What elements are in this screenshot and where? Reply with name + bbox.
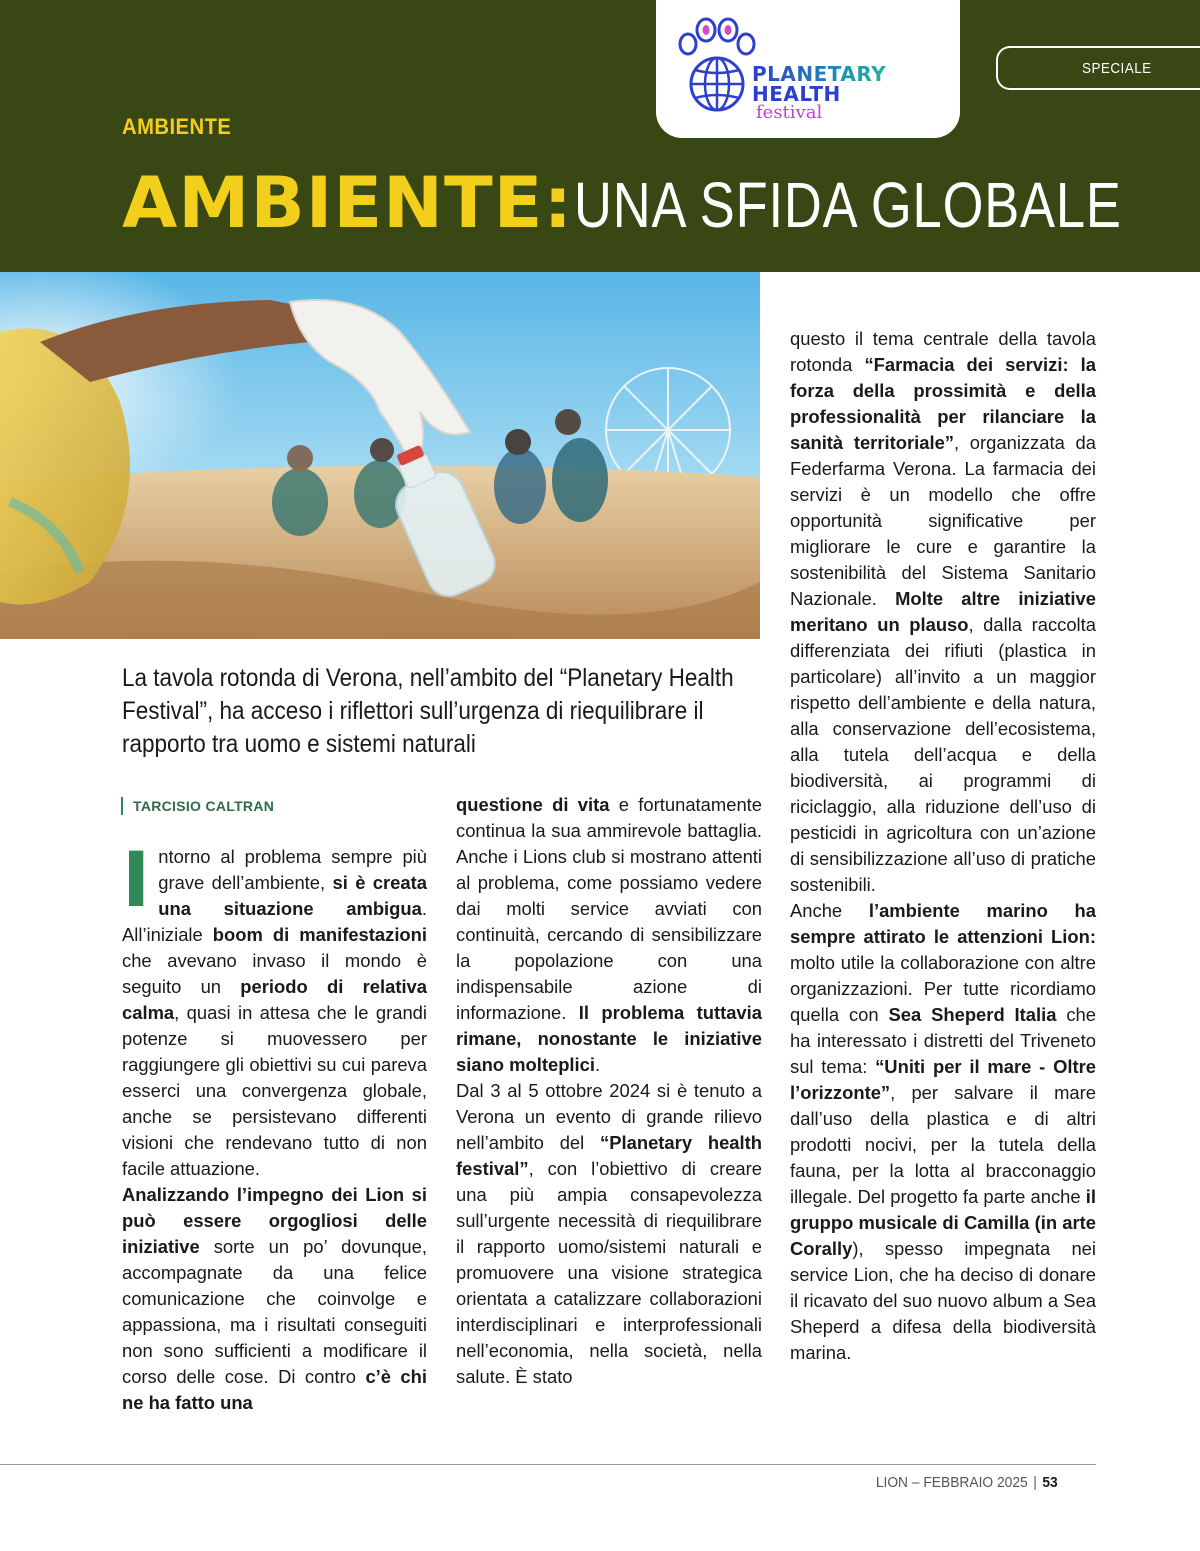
bold-text-run: Analizzando l’impegno dei Lion si può essere orgogliosi delle iniziative <box>122 1184 427 1257</box>
column-1-text <box>122 835 428 1416</box>
bold-text-run: si è creata una situazione ambigua <box>158 872 427 919</box>
text-run: e fortunatamente continua la sua ammirevole battaglia. Anche i Lions club si mostrano attenti al problema, come possiamo vedere dai molti service avviati con continuità, cercando di sensibilizzare la popolazione con una indispensabile azione di informazione. <box>456 794 763 1023</box>
text-run: Dal 3 al 5 ottobre 2024 si è tenuto a Verona un evento di grande rilievo nell’ambito del <box>456 1080 762 1153</box>
byline-bar <box>121 797 123 815</box>
text-run: ), spesso impegnata nei service Lion, che ha deciso di donare il ricavato del suo nuovo album a Sea Sheperd a difesa della biodiversità marina. <box>790 1238 1096 1363</box>
text-run: ntorno al problema sempre più grave dell’ambiente, <box>158 846 427 893</box>
article-column-3 <box>790 326 1096 1366</box>
festival-logo <box>656 0 960 138</box>
bold-text-run: Il problema tuttavia rimane, nonostante le iniziative siano molteplici <box>456 1002 762 1075</box>
bold-text-run: “Farmacia dei servizi: la forza della prossimità e della professionalità per rilanciare la sanità territoriale” <box>790 354 1096 453</box>
drop-cap: I <box>122 835 151 924</box>
title-strong: AMBIENTE: <box>122 162 574 244</box>
page-footer <box>876 1474 1058 1491</box>
text-run: , con l’obiettivo di creare una più ampia consapevolezza sull’urgente necessità di riequilibrare il rapporto uomo/sistemi naturali e promuovere una visione strategica orientata a catalizzare collaborazioni interdisciplinari e interprofessionali nell’economia, nella società, nella salute. È stato <box>456 1158 762 1387</box>
bold-text-run: “Planetary health festival” <box>456 1132 762 1179</box>
section-kicker: AMBIENTE <box>122 114 232 139</box>
text-run: molto utile la collaborazione con altre organizzazioni. Per tutte ricordiamo quella con <box>790 952 1096 1025</box>
bold-text-run: c’è chi ne ha fatto una <box>122 1366 428 1413</box>
text-run: , per salvare il mare dall’uso della plastica e di altri prodotti nocivi, per la tutela della fauna, per la lotta al bracconaggio illegale. Del progetto fa parte anche <box>790 1082 1096 1207</box>
logo-text-planetary: PLANETARY <box>752 62 887 86</box>
section-tag: SPECIALE <box>1082 60 1152 77</box>
bold-text-run: Molte altre iniziative meritano un plauso <box>790 588 1096 635</box>
text-run: Anche <box>790 900 869 921</box>
logo-text-health: HEALTH <box>752 82 841 106</box>
footer-magazine: LION – FEBBRAIO 2025 <box>876 1474 1029 1491</box>
bold-text-run: Sea Sheperd Italia <box>888 1004 1057 1025</box>
page-number: 53 <box>1042 1474 1058 1491</box>
article-column-2 <box>456 792 762 1390</box>
beach-cleanup-photo <box>0 272 760 639</box>
text-run: , quasi in attesa che le grandi potenze si muovessero per raggiungere gli obiettivi su cui pareva esserci una convergenza globale, anche se persistevano differenti visioni che rendevano tutto di non facile attuazione. <box>122 1002 427 1179</box>
text-run: . <box>594 1054 601 1075</box>
bold-text-run: l’ambiente marino ha sempre attirato le attenzioni Lion: <box>790 900 1096 947</box>
text-run: . All’iniziale <box>122 898 427 945</box>
byline-author: TARCISIO CALTRAN <box>133 798 275 814</box>
paw-globe-icon <box>674 8 764 134</box>
text-run: sorte un po’ dovunque, accompagnate da una felice comunicazione che coinvolge e appassiona, ma i risultati conseguiti non sono sufficienti a modificare il corso delle cose. Di contro <box>122 1236 427 1387</box>
text-run: questo il tema centrale della tavola rotonda <box>790 328 1096 375</box>
bold-text-run: il gruppo musicale di Camilla (in arte Corally <box>790 1186 1096 1259</box>
title-light: UNA SFIDA GLOBALE <box>574 169 1122 241</box>
article-title <box>122 162 1200 257</box>
article-subtitle: La tavola rotonda di Verona, nell’ambito del “Planetary Health Festival”, ha acceso i riflettori sull’urgenza di riequilibrare il rapporto tra uomo e sistemi naturali <box>122 664 734 758</box>
bold-text-run: “Uniti per il mare - Oltre l’orizzonte” <box>790 1056 1096 1103</box>
text-run: , dalla raccolta differenziata dei rifiuti (plastica in particolare) all’invito a un maggior rispetto dell’ambiente e della natura, alla conservazione dell’ecosistema, alla tutela dell’acqua e della biodiversità, ai programmi di riciclaggio, alla riduzione dell’uso di pesticidi in agricoltura con un’azione di sensibilizzazione all’uso di pratiche sostenibili. <box>790 614 1096 895</box>
article-column-1 <box>122 835 428 1416</box>
text-run: , organizzata da Federfarma Verona. La farmacia dei servizi è un modello che offre opportunità significative per migliorare le cure e garantire la sostenibilità del Sistema Sanitario Nazionale. <box>790 432 1096 609</box>
bold-text-run: boom di manifestazioni <box>212 924 428 945</box>
footer-rule <box>0 1464 1096 1465</box>
logo-text-festival: festival <box>756 102 823 123</box>
column-2-text <box>456 792 762 1390</box>
text-run: che avevano invaso il mondo è seguito un <box>122 950 427 997</box>
footer-separator: | <box>1033 1474 1038 1491</box>
column-3-text <box>790 326 1096 1366</box>
hero-photo <box>0 272 760 639</box>
bold-text-run: questione di vita <box>456 794 610 815</box>
bold-text-run: periodo di relativa calma <box>122 976 428 1023</box>
text-run: che ha interessato i distretti del Triveneto sul tema: <box>790 1004 1096 1077</box>
